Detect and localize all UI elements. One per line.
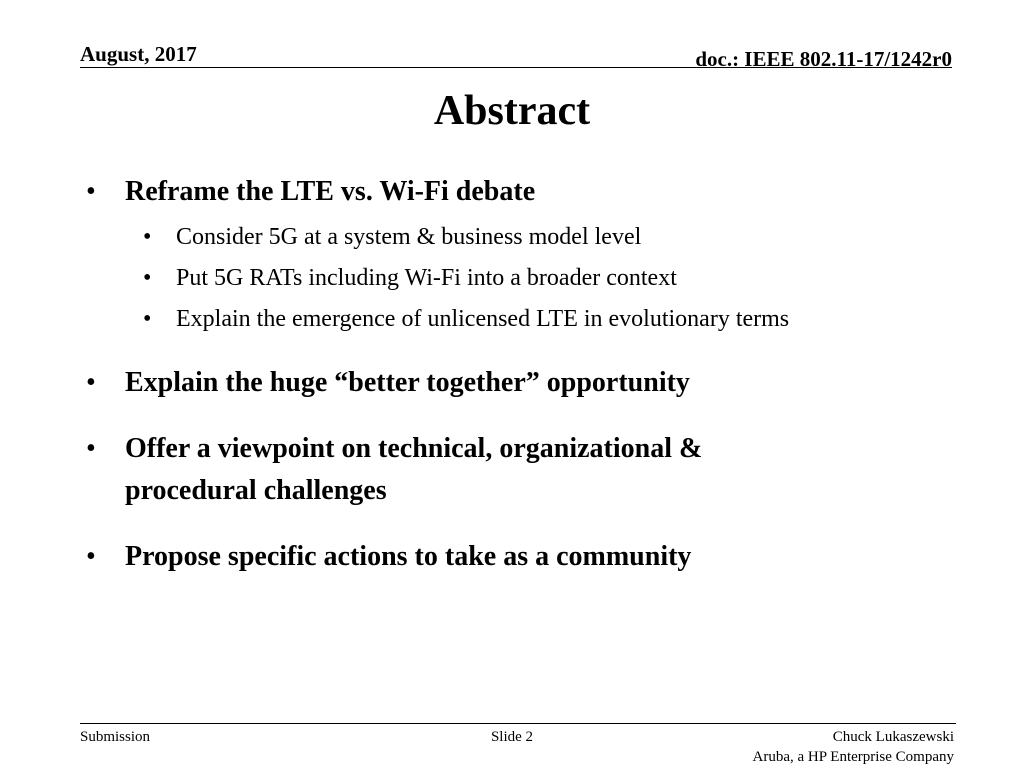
sub-bullet-item: Put 5G RATs including Wi-Fi into a broader context (176, 265, 677, 291)
footer-company: Aruba, a HP Enterprise Company (752, 749, 954, 765)
bullet-item: Reframe the LTE vs. Wi-Fi debate (125, 176, 536, 207)
bullet-marker: • (86, 176, 96, 207)
header-doc-id: doc.: IEEE 802.11-17/1242r0 (695, 47, 952, 71)
slide-title: Abstract (433, 88, 591, 134)
bullet-marker: • (86, 433, 96, 464)
sub-bullet-marker: • (143, 265, 152, 291)
bullet-item: Explain the huge “better together” opportunity (125, 367, 690, 398)
footer-slide-number: Slide 2 (490, 729, 534, 745)
sub-bullet-item: Consider 5G at a system & business model level (176, 224, 642, 250)
bullet-item: Propose specific actions to take as a community (125, 541, 692, 572)
footer-author: Chuck Lukaszewski (832, 729, 954, 745)
sub-bullet-marker: • (143, 306, 152, 332)
sub-bullet-marker: • (143, 224, 152, 250)
footer-divider (80, 723, 956, 724)
footer-submission: Submission (80, 729, 151, 745)
bullet-item: Offer a viewpoint on technical, organizational & (125, 433, 703, 464)
bullet-marker: • (86, 541, 96, 572)
header-date: August, 2017 (80, 42, 197, 66)
sub-bullet-item: Explain the emergence of unlicensed LTE in evolutionary terms (176, 306, 790, 332)
bullet-marker: • (86, 367, 96, 398)
bullet-item-continuation: procedural challenges (125, 475, 387, 506)
